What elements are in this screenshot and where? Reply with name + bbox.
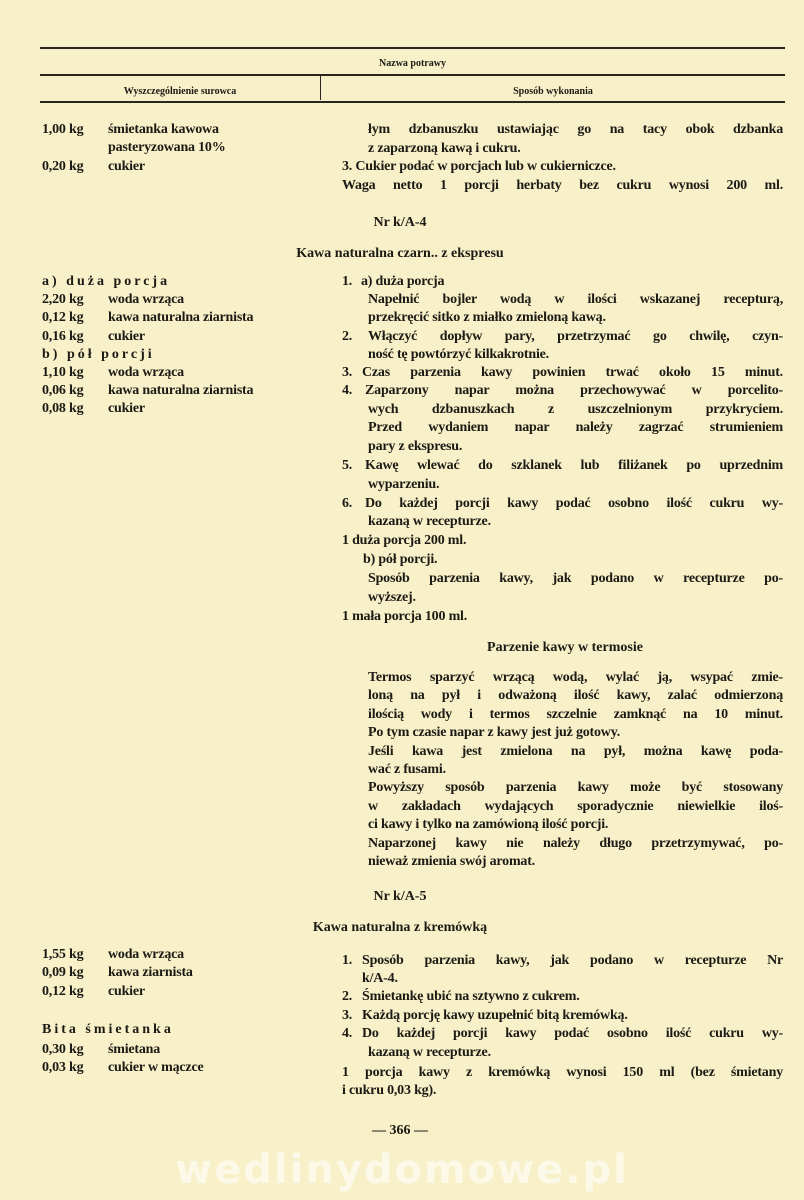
method-line: b) pół porcji.	[363, 552, 438, 567]
method-line: Napełnić bojler wodą w ilości wskazanej recepturą,	[368, 292, 783, 307]
recipe-title: Kawa naturalna z kremówką	[312, 920, 488, 935]
ingredient-qty: 0,06 kg	[42, 383, 84, 398]
header-bottom-rule	[40, 101, 785, 103]
ingredient-name: kawa ziarnista	[108, 965, 193, 980]
method-line: Włączyć dopływ pary, przetrzymać go chwilę, czyn-	[368, 329, 783, 344]
dish-name-header: Nazwa potrawy	[379, 58, 446, 69]
method-line: kazaną w recepturze.	[368, 1045, 491, 1060]
step-number: 3.	[342, 1008, 353, 1023]
method-line: wych dzbanuszkach z uszczelnionym przykryciem.	[368, 402, 783, 417]
step-number: 3.	[342, 365, 353, 380]
step-number: 1.	[342, 274, 353, 289]
header-rule	[40, 74, 785, 76]
method-column-header: Sposób wykonania	[513, 86, 593, 97]
ingredient-qty: 0,03 kg	[42, 1060, 84, 1075]
ingredient-qty: 0,12 kg	[42, 310, 84, 325]
portion-yield: i cukru 0,03 kg).	[342, 1083, 437, 1098]
method-line: k/A-4.	[362, 971, 398, 986]
ingredient-qty: 0,09 kg	[42, 965, 84, 980]
paragraph-line: w zakładach wydających sporadycznie niewielkie iloś-	[368, 799, 783, 814]
method-line: kazaną w recepturze.	[368, 514, 491, 529]
sub-recipe-title: Bita śmietanka	[42, 1022, 174, 1037]
recipe-number: Nr k/A-4	[373, 215, 427, 230]
ingredient-qty: 0,30 kg	[42, 1042, 84, 1057]
ingredient-name: woda wrząca	[108, 292, 184, 307]
ingredient-name: kawa naturalna ziarnista	[108, 310, 254, 325]
ingredient-name: cukier	[108, 329, 145, 344]
paragraph-line: Termos sparzyć wrzącą wodą, wylać ją, wsypać zmie-	[368, 670, 783, 685]
portion-yield: 1 duża porcja 200 ml.	[342, 533, 467, 548]
method-line: Czas parzenia kawy powinien trwać około 15 minut.	[362, 365, 783, 380]
ingredient-name: woda wrząca	[108, 947, 184, 962]
ingredient-name: woda wrząca	[108, 365, 184, 380]
paragraph-line: ilością wody i termos szczelnie zamknąć na 10 minut.	[368, 707, 783, 722]
method-line: z zaparzoną kawą i cukru.	[368, 141, 521, 156]
step-number: 5.	[342, 458, 353, 473]
method-line: Śmietankę ubić na sztywno z cukrem.	[362, 989, 580, 1004]
method-line: Do każdej porcji kawy podać osobno ilość cukru wy-	[362, 1026, 783, 1041]
paragraph-line: Naparzonej kawy nie należy długo przetrzymywać, po-	[368, 836, 783, 851]
method-line: pary z ekspresu.	[368, 439, 463, 454]
portion-yield: 1 mała porcja 100 ml.	[342, 609, 468, 624]
method-line: przekręcić sitko z miałko zmieloną kawą.	[368, 310, 606, 325]
paragraph-line: Jeśli kawa jest zmielona na pył, można kawę poda-	[368, 744, 783, 759]
ingredient-name: cukier	[108, 159, 145, 174]
ingredient-name: śmietanka kawowa	[108, 122, 219, 137]
paragraph-line: Po tym czasie napar z kawy jest już gotowy.	[368, 725, 621, 740]
ingredient-qty: 0,08 kg	[42, 401, 84, 416]
step-number: 2.	[342, 329, 353, 344]
step-number: 2.	[342, 989, 353, 1004]
paragraph-line: ci kawy i tylko na zamówioną ilość porcji.	[368, 817, 609, 832]
method-line: Sposób parzenia kawy, jak podano w recepturze po-	[368, 571, 783, 586]
method-line: Każdą porcję kawy uzupełnić bitą kremówką.	[362, 1008, 628, 1023]
page-number: — 366 —	[372, 1123, 428, 1138]
paragraph-line: wać z fusami.	[368, 762, 446, 777]
portion-yield: 1 porcja kawy z kremówką wynosi 150 ml (bez śmietany	[342, 1065, 783, 1080]
method-line: ność tę powtórzyć kilkakrotnie.	[368, 347, 549, 362]
paragraph-line: loną na pył i odważoną ilość kawy, zalać odmierzoną	[368, 688, 783, 703]
ingredients-column-header: Wyszczególnienie surowca	[123, 86, 237, 97]
ingredient-qty: 1,00 kg	[42, 122, 84, 137]
ingredient-name: cukier	[108, 401, 145, 416]
method-line: a) duża porcja	[361, 274, 445, 289]
ingredient-qty: 1,10 kg	[42, 365, 84, 380]
method-line: Do każdej porcji kawy podać osobno ilość cukru wy-	[365, 496, 783, 511]
ingredient-qty: 0,16 kg	[42, 329, 84, 344]
section-title: Parzenie kawy w termosie	[487, 640, 643, 655]
ingredient-name: śmietana	[108, 1042, 161, 1057]
method-line: Zaparzony napar można przechowywać w porcelito-	[365, 383, 783, 398]
ingredient-name: pasteryzowana 10%	[108, 140, 226, 155]
step-number: 4.	[342, 383, 353, 398]
ingredient-qty: 0,20 kg	[42, 159, 84, 174]
ingredient-qty: 1,55 kg	[42, 947, 84, 962]
step-number: 6.	[342, 496, 353, 511]
recipe-title: Kawa naturalna czarn.. z ekspresu	[296, 246, 504, 261]
method-line: Kawę wlewać do szklanek lub filiżanek po uprzednim	[365, 458, 783, 473]
top-rule	[40, 47, 785, 49]
method-line: Waga netto 1 porcji herbaty bez cukru wynosi 200 ml.	[342, 178, 783, 193]
portion-label: b) pół porcji	[42, 347, 155, 362]
ingredient-name: cukier	[108, 984, 145, 999]
portion-label: a) duża porcja	[42, 274, 171, 289]
watermark: wedlinydomowe.pl	[175, 1147, 629, 1193]
method-line: łym dzbanuszku ustawiając go na tacy obok dzbanka	[368, 122, 783, 137]
ingredient-name: kawa naturalna ziarnista	[108, 383, 254, 398]
step-number: 1.	[342, 953, 353, 968]
paragraph-line: nieważ zmienia swój aromat.	[368, 854, 535, 869]
method-line: Sposób parzenia kawy, jak podano w recepturze Nr	[362, 953, 783, 968]
ingredient-qty: 0,12 kg	[42, 984, 84, 999]
method-line: Przed wydaniem napar należy zagrzać strumieniem	[368, 420, 783, 435]
method-line: 3. Cukier podać w porcjach lub w cukierniczce.	[342, 159, 616, 174]
ingredient-qty: 2,20 kg	[42, 292, 84, 307]
paragraph-line: Powyższy sposób parzenia kawy może być stosowany	[368, 780, 783, 795]
method-line: wyższej.	[368, 590, 416, 605]
recipe-number: Nr k/A-5	[373, 889, 427, 904]
method-line: wyparzeniu.	[368, 477, 440, 492]
ingredient-name: cukier w mączce	[108, 1060, 204, 1075]
step-number: 4.	[342, 1026, 353, 1041]
